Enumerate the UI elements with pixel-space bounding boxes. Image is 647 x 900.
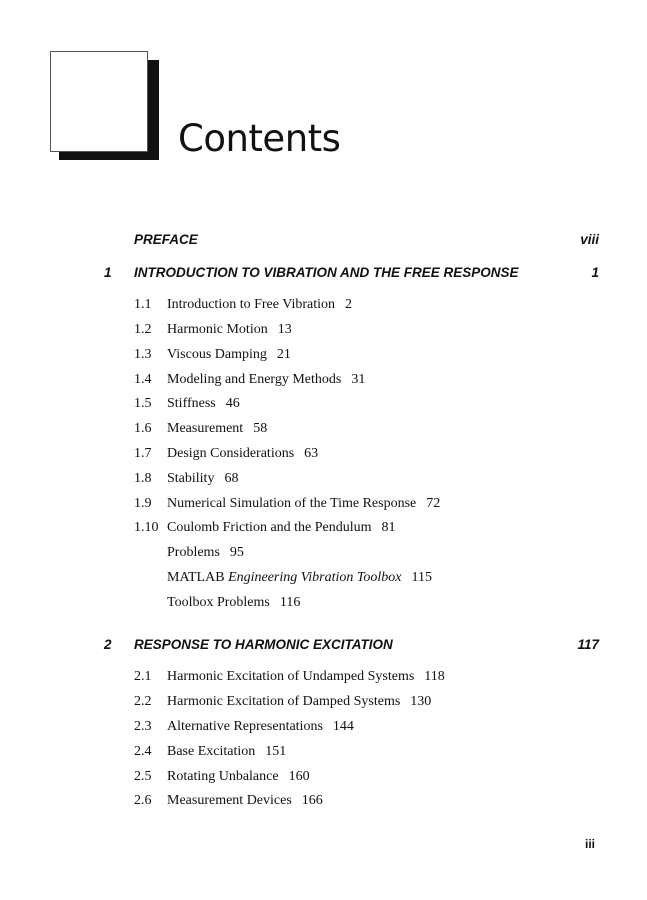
section-title: Stability [167, 471, 215, 486]
section-number: 2.3 [134, 719, 152, 734]
section-page: 68 [224, 471, 239, 486]
toc-entry-2-6[interactable] [134, 791, 323, 811]
section-page: 58 [253, 421, 268, 436]
section-number: 1.9 [134, 496, 152, 511]
section-page: 72 [426, 496, 441, 511]
section-number: 2.2 [134, 694, 152, 709]
toc-entry-2-1[interactable] [134, 667, 445, 687]
section-title: Harmonic Motion [167, 322, 268, 337]
section-number: 1.6 [134, 421, 152, 436]
section-title: Numerical Simulation of the Time Response [167, 496, 417, 511]
section-title: Measurement Devices [167, 793, 292, 808]
page-folio: iii [585, 837, 596, 851]
toc-entry-1-4[interactable] [134, 370, 365, 390]
chapter-2-number: 2 [104, 637, 112, 652]
section-page: 116 [279, 595, 301, 610]
section-page: 151 [265, 744, 287, 759]
toc-entry-1-1[interactable] [134, 295, 352, 315]
section-number: 1.7 [134, 446, 152, 461]
section-page: 63 [304, 446, 319, 461]
toc-entry-1-6[interactable] [134, 419, 267, 439]
section-number: 2.6 [134, 793, 152, 808]
chapter-1-heading[interactable]: INTRODUCTION TO VIBRATION AND THE FREE RESPONSE [134, 265, 519, 280]
chapter-1-number: 1 [104, 265, 112, 280]
section-number: 1.2 [134, 322, 152, 337]
section-title: Toolbox Problems [167, 595, 270, 610]
chapter-1-page: 1 [591, 265, 599, 280]
section-title: Measurement [167, 421, 244, 436]
toc-entry-toolbox-problems[interactable] [134, 593, 300, 613]
chapter-2-page: 117 [577, 637, 599, 652]
section-page: 166 [301, 793, 323, 808]
section-number: 1.8 [134, 471, 152, 486]
section-title: Design Considerations [167, 446, 295, 461]
toc-entry-matlab-toolbox[interactable] [134, 568, 432, 588]
section-page: 160 [288, 769, 310, 784]
toc-entry-1-5[interactable] [134, 394, 240, 414]
section-number: 1.3 [134, 347, 152, 362]
page-title: Contents [178, 117, 341, 160]
section-page: 130 [410, 694, 432, 709]
section-title-prefix: MATLAB [167, 570, 229, 585]
section-title: Stiffness [167, 396, 216, 411]
toc-entry-1-7[interactable] [134, 444, 318, 464]
section-page: 46 [225, 396, 240, 411]
section-title: Modeling and Energy Methods [167, 372, 342, 387]
section-title-italic: Engineering Vibration Toolbox [228, 570, 402, 585]
toc-entry-problems[interactable] [134, 543, 244, 563]
section-page: 115 [411, 570, 432, 585]
section-page: 95 [229, 545, 244, 560]
section-number: 1.4 [134, 372, 152, 387]
toc-entry-1-8[interactable] [134, 469, 238, 489]
toc-entry-1-3[interactable] [134, 345, 291, 365]
section-title: Alternative Representations [167, 719, 323, 734]
section-page: 31 [351, 372, 366, 387]
section-title: Rotating Unbalance [167, 769, 279, 784]
section-page: 144 [332, 719, 354, 734]
section-page: 81 [381, 520, 396, 535]
preface-page: viii [580, 232, 599, 247]
toc-entry-2-3[interactable] [134, 717, 354, 737]
section-title: Viscous Damping [167, 347, 267, 362]
section-title: Introduction to Free Vibration [167, 297, 336, 312]
toc-entry-1-9[interactable] [134, 494, 440, 514]
toc-entry-2-4[interactable] [134, 742, 286, 762]
section-title: Harmonic Excitation of Damped Systems [167, 694, 401, 709]
toc-entry-2-5[interactable] [134, 767, 310, 787]
section-title: Problems [167, 545, 220, 560]
toc-entry-1-10[interactable] [134, 518, 396, 538]
toc-entry-2-2[interactable] [134, 692, 431, 712]
section-number: 1.10 [134, 520, 159, 535]
section-number: 1.5 [134, 396, 152, 411]
toc-entry-1-2[interactable] [134, 320, 292, 340]
section-number: 1.1 [134, 297, 152, 312]
section-title: Base Excitation [167, 744, 256, 759]
chapter-2-heading[interactable]: RESPONSE TO HARMONIC EXCITATION [134, 637, 393, 652]
section-number: 2.1 [134, 669, 152, 684]
chapter-box-ornament [50, 51, 148, 152]
section-title: Harmonic Excitation of Undamped Systems [167, 669, 415, 684]
section-page: 118 [424, 669, 445, 684]
section-page: 21 [276, 347, 291, 362]
section-page: 13 [277, 322, 292, 337]
section-page: 2 [345, 297, 353, 312]
section-number: 2.4 [134, 744, 152, 759]
section-title: Coulomb Friction and the Pendulum [167, 520, 372, 535]
preface-heading[interactable]: PREFACE [134, 232, 198, 247]
section-number: 2.5 [134, 769, 152, 784]
